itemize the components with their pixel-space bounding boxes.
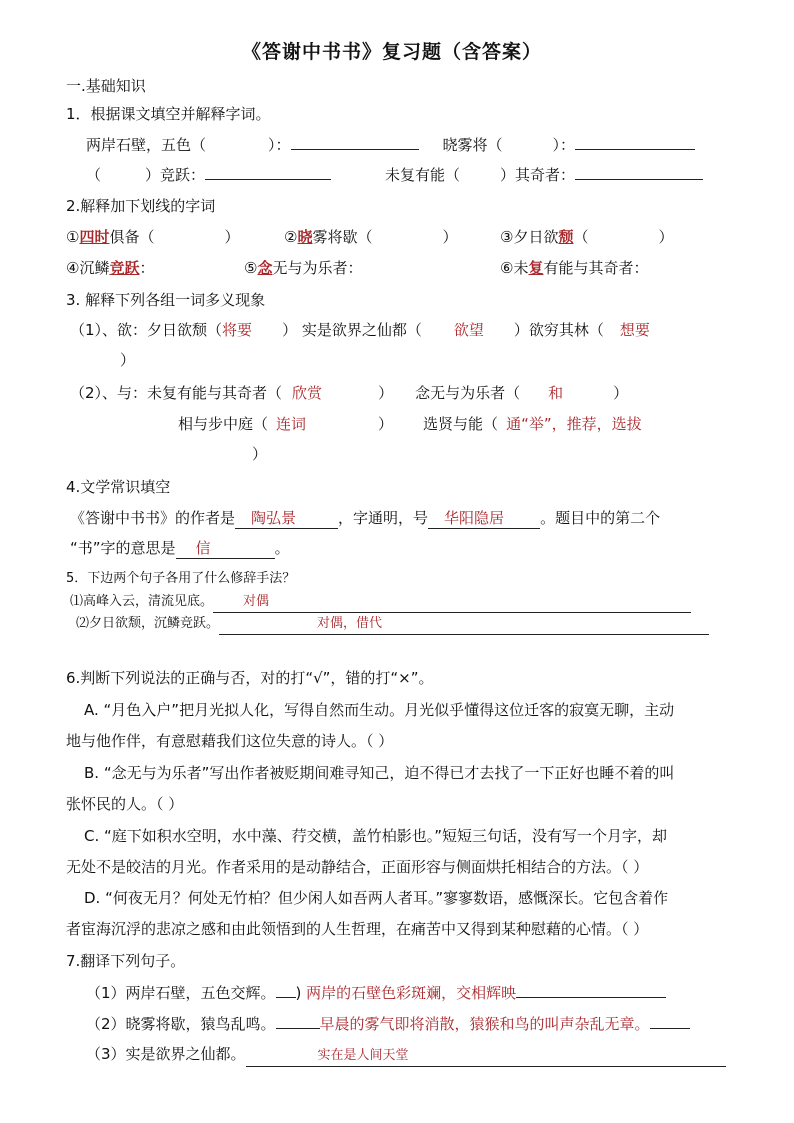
underlined-word: 竞跃 [109,259,140,277]
q5-line2: ⑵夕日欲颓，沉鳞竞跃。 对偶，借代 [76,614,709,635]
q6-A-line2: 地与他作伴，有意慰藉我们这位失意的诗人。（ ） [66,732,394,750]
answer: 陶弘景 [251,509,297,527]
q1-text: ）其奇者： [500,166,576,184]
section-heading: 一.基础知识 [66,77,146,95]
q6-B-line1: B. “念无与为乐者”写出作者被贬期间难寻知己，迫不得已才去找了一下正好也睡不着的叫 [84,764,675,782]
blank [575,164,703,180]
answer: 对偶，借代 [317,616,383,631]
q2-item4: ④沉鳞竞跃： [66,259,155,277]
q1-line1 [86,134,695,155]
answer: 信 [195,539,211,557]
page-title: 《答谢中书书》复习题（含答案） [242,41,543,63]
underlined-word: 念 [257,259,273,277]
answer: 两岸的石壁色彩斑斓，交相辉映 [306,984,517,1002]
q4-heading: 4.文学常识填空 [66,478,171,496]
q3-row3-close: ） [252,445,268,463]
q6-D-line1: D. “何夜无月？何处无竹柏？但少闲人如吾两人者耳。”寥寥数语，感慨深长。它包含着作 [84,889,669,907]
q1-text: ）： [268,136,291,154]
q2-item5: ⑤念无与为乐者： [244,259,363,277]
blank [650,1013,690,1029]
answer: 通“举”，推荐，选拔 [506,415,642,433]
q2-item1: ①四时俱备（ ） [66,228,240,246]
answer: 将要 [222,321,253,339]
q2-item6: ⑥未复有能与其奇者： [500,259,649,277]
q7-line1: （1）两岸石壁，五色交辉。 ) 两岸的石壁色彩斑斓，交相辉映 [86,982,666,1003]
q7-heading: 7.翻译下列句子。 [66,952,186,970]
blank [516,982,666,998]
q1-text: 两岸石壁，五色（ [86,136,207,154]
q7-line3: （3）实是欲界之仙都。 实在是人间天堂 [86,1044,726,1067]
answer: 华阳隐居 [444,509,505,527]
q2-item2: ②晓雾将歇（ ） [284,228,458,246]
q4-line1: 《答谢中书书》的作者是 陶弘景 ，字通明，号 华阳隐居 。题目中的第二个 [70,509,661,527]
q1-line2 [86,164,703,185]
blank [575,134,695,150]
q1-text: 晓雾将（ [442,136,503,154]
answer: 想要 [619,321,650,339]
blank [276,1013,320,1029]
answer: 对偶 [243,594,270,609]
underlined-word: 复 [528,259,544,277]
answer: 实在是人间天堂 [317,1048,409,1063]
q1-text: （ [86,166,102,184]
q6-D-line2: 者宦海沉浮的悲凉之感和由此领悟到的人生哲理，在痛苦中又得到某种慰藉的心情。（ ） [66,920,649,938]
answer: 和 [548,384,564,402]
q3-row1-close: ） [120,351,136,369]
answer: 欲望 [453,321,484,339]
q6-heading: 6.判断下列说法的正确与否，对的打“√”，错的打“×”。 [66,669,434,687]
q5-heading: 5．下边两个句子各用了什么修辞手法？ [66,571,296,586]
q5-line1: ⑴高峰入云，清流见底。 对偶 [70,592,691,613]
q7-line2: （2）晓雾将歇，猿鸟乱鸣。 早晨的雾气即将消散，猿猴和鸟的叫声杂乱无章。 [86,1013,690,1034]
q6-C-line2: 无处不是皎洁的月光。作者采用的是动静结合，正面形容与侧面烘托相结合的方法。（ ） [66,858,649,876]
underlined-word: 晓 [297,228,313,246]
answer: 连词 [276,415,307,433]
blank [205,164,331,180]
q1-text: ）竞跃： [145,166,206,184]
q6-B-line2: 张怀民的人。（ ） [66,795,184,813]
answer: 欣赏 [292,384,323,402]
underlined-word: 四时 [79,228,110,246]
q1-text: 未复有能（ [385,166,461,184]
underlined-word: 颓 [558,228,574,246]
q3-row1: （1）、欲：夕日欲颓（将要 ） 实是欲界之仙都（ 欲望 ）欲穷其林（ 想要 [70,321,650,339]
q2-item3: ③夕日欲颓（ ） [500,228,674,246]
q6-A-line1: A. “月色入户”把月光拟人化，写得自然而生动。月光似乎懂得这位迁客的寂寞无聊，主动 [84,701,675,719]
q3-row2: （2）、与：未复有能与其奇者（ 欣赏 ） 念无与为乐者（ 和 ） [70,384,629,402]
q1-heading: 1．根据课文填空并解释字词。 [66,105,271,123]
q1-text: ）： [552,136,576,154]
q3-row3: 相与步中庭（ 连词 ） 选贤与能（ 通“举”，推荐，选拔 [178,415,642,433]
q2-heading: 2.解释加下划线的字词 [66,197,216,215]
q3-heading: 3. 解释下列各组一词多义现象 [66,291,266,309]
q4-line2: “书”字的意思是 信 。 [70,539,290,557]
q6-C-line1: C. “庭下如积水空明，水中藻、荇交横，盖竹柏影也。”短短三句话，没有写一个月字，却 [84,827,668,845]
blank [291,134,419,150]
answer: 早晨的雾气即将消散，猿猴和鸟的叫声杂乱无章。 [319,1015,650,1033]
